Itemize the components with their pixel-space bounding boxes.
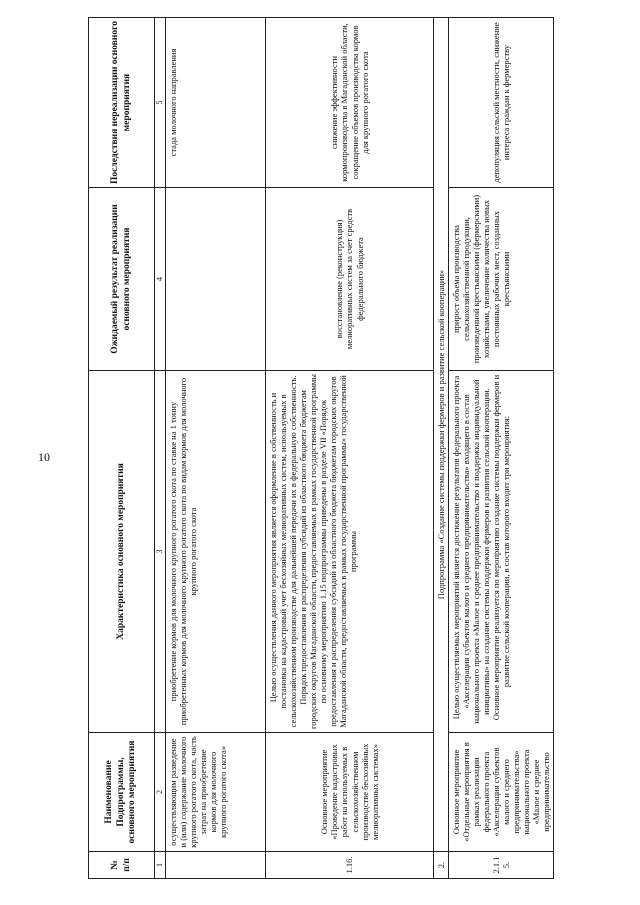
row-number: 2.1.1 5. [449, 852, 554, 879]
header-name: Наименование Подпрограммы, основного мероприятия [89, 733, 155, 852]
col-number: 1 [155, 852, 166, 879]
measure-result: прирост объема производства сельскохозяйственной продукции, произведенной крестьянскими (фермерскими) хозяйствами, увеличение количества новых постоянных рабочих мест, созданных крестьянскими [449, 188, 554, 371]
measure-name: Основное мероприятие «Отдельные мероприятия в рамках реализации федерального проекта «Акселерация субъектов малого и среднего предпринимательства» национального проекта «Малое и среднее предпринимательство [449, 733, 554, 852]
row-number: 1.16. [266, 852, 434, 879]
measure-consequence: стада молочного направления [166, 18, 266, 188]
header-row [89, 18, 155, 879]
description-paragraph: Целью осуществляемых мероприятий является достижение результатов федерального проекта «Акселерация субъектов малого и среднего предпринимательства» входящего в состав национального проекта «Малое и среднее предпринимательство и поддержка индивидуальной инициативы» на создание системы поддержки фермеров и развития сельской кооперации. [451, 375, 492, 724]
col-number: 5 [155, 18, 166, 188]
measure-name: Основное мероприятие «Проведение кадастровых работ на используемых в сельскохозяйственном производстве бесхозяйных мелиоративных системах» [266, 733, 434, 852]
col-number: 4 [155, 188, 166, 371]
table-row [266, 18, 434, 879]
description-paragraph: Порядок предоставления и распределения субсидий из областного бюджета бюджетам городских округов Магаданской области, предоставляемых в рамках государственной программы по основному мероприятию 1.15 подпрограммы приведены в разделе VII «Порядок предоставления и распределения субсидий из областного бюджета бюджетам городских округов Магаданской области, предоставляемых в рамках государственной программы» государственной программы [298, 374, 359, 729]
measure-name: осуществляющим разведение и (или) содержание молочного крупного рогатого скота, часть затрат на приобретение кормов для молочного крупного рогатого скота» [166, 733, 266, 852]
description-paragraph: Целью осуществления данного мероприятия является оформление в собственность и постановка на кадастровый учет бесхозяйных мелиоративных систем, используемых в сельскохозяйственном производстве для дальнейшей передачи их в федеральную собственность. [268, 375, 299, 728]
measure-consequence: снижение эффективности кормопроизводства в Магаданской области, сокращение объемов производства кормов для крупного рогатого скота [266, 18, 434, 188]
col-number: 3 [155, 371, 166, 733]
description-paragraph: Основное мероприятие реализуется по мероприятию создание системы поддержки фермеров и развитие сельской кооперации, в состав которого входит три мероприятия: [491, 374, 512, 721]
measure-description [449, 371, 554, 733]
measure-description: приобретение кормов для молочного крупного рогатого скота по ставке на 1 тонну приобретенных кормов для молочного крупного рогатого скота по видам кормов для молочного крупного рогатого скота [166, 371, 266, 733]
table-row [166, 18, 266, 879]
header-description: Характеристика основного мероприятия [89, 371, 155, 733]
measure-consequence: депопуляция сельской местности, снижение интереса граждан к фермерству [449, 18, 554, 188]
measure-result [166, 188, 266, 371]
rotated-table-container [88, 18, 612, 879]
col-number: 2 [155, 733, 166, 852]
row-number [166, 852, 266, 879]
measure-description [266, 371, 434, 733]
header-result: Ожидаемый результат реализации основного мероприятия [89, 188, 155, 371]
column-number-row [155, 18, 166, 879]
header-num: № п/п [89, 852, 155, 879]
section-number: 2. [434, 852, 449, 879]
section-row [434, 18, 449, 879]
header-consequence: Последствия нереализации основного мероприятия [89, 18, 155, 188]
measures-table [88, 17, 554, 879]
table-row [449, 18, 554, 879]
measure-result: восстановление (реконструкция) мелиоративных систем за счет средств федерального бюджета [266, 188, 434, 371]
page-number: 10 [38, 450, 50, 464]
section-title: Подпрограмма «Создание системы поддержки фермеров и развитие сельской кооперации» [434, 18, 449, 852]
